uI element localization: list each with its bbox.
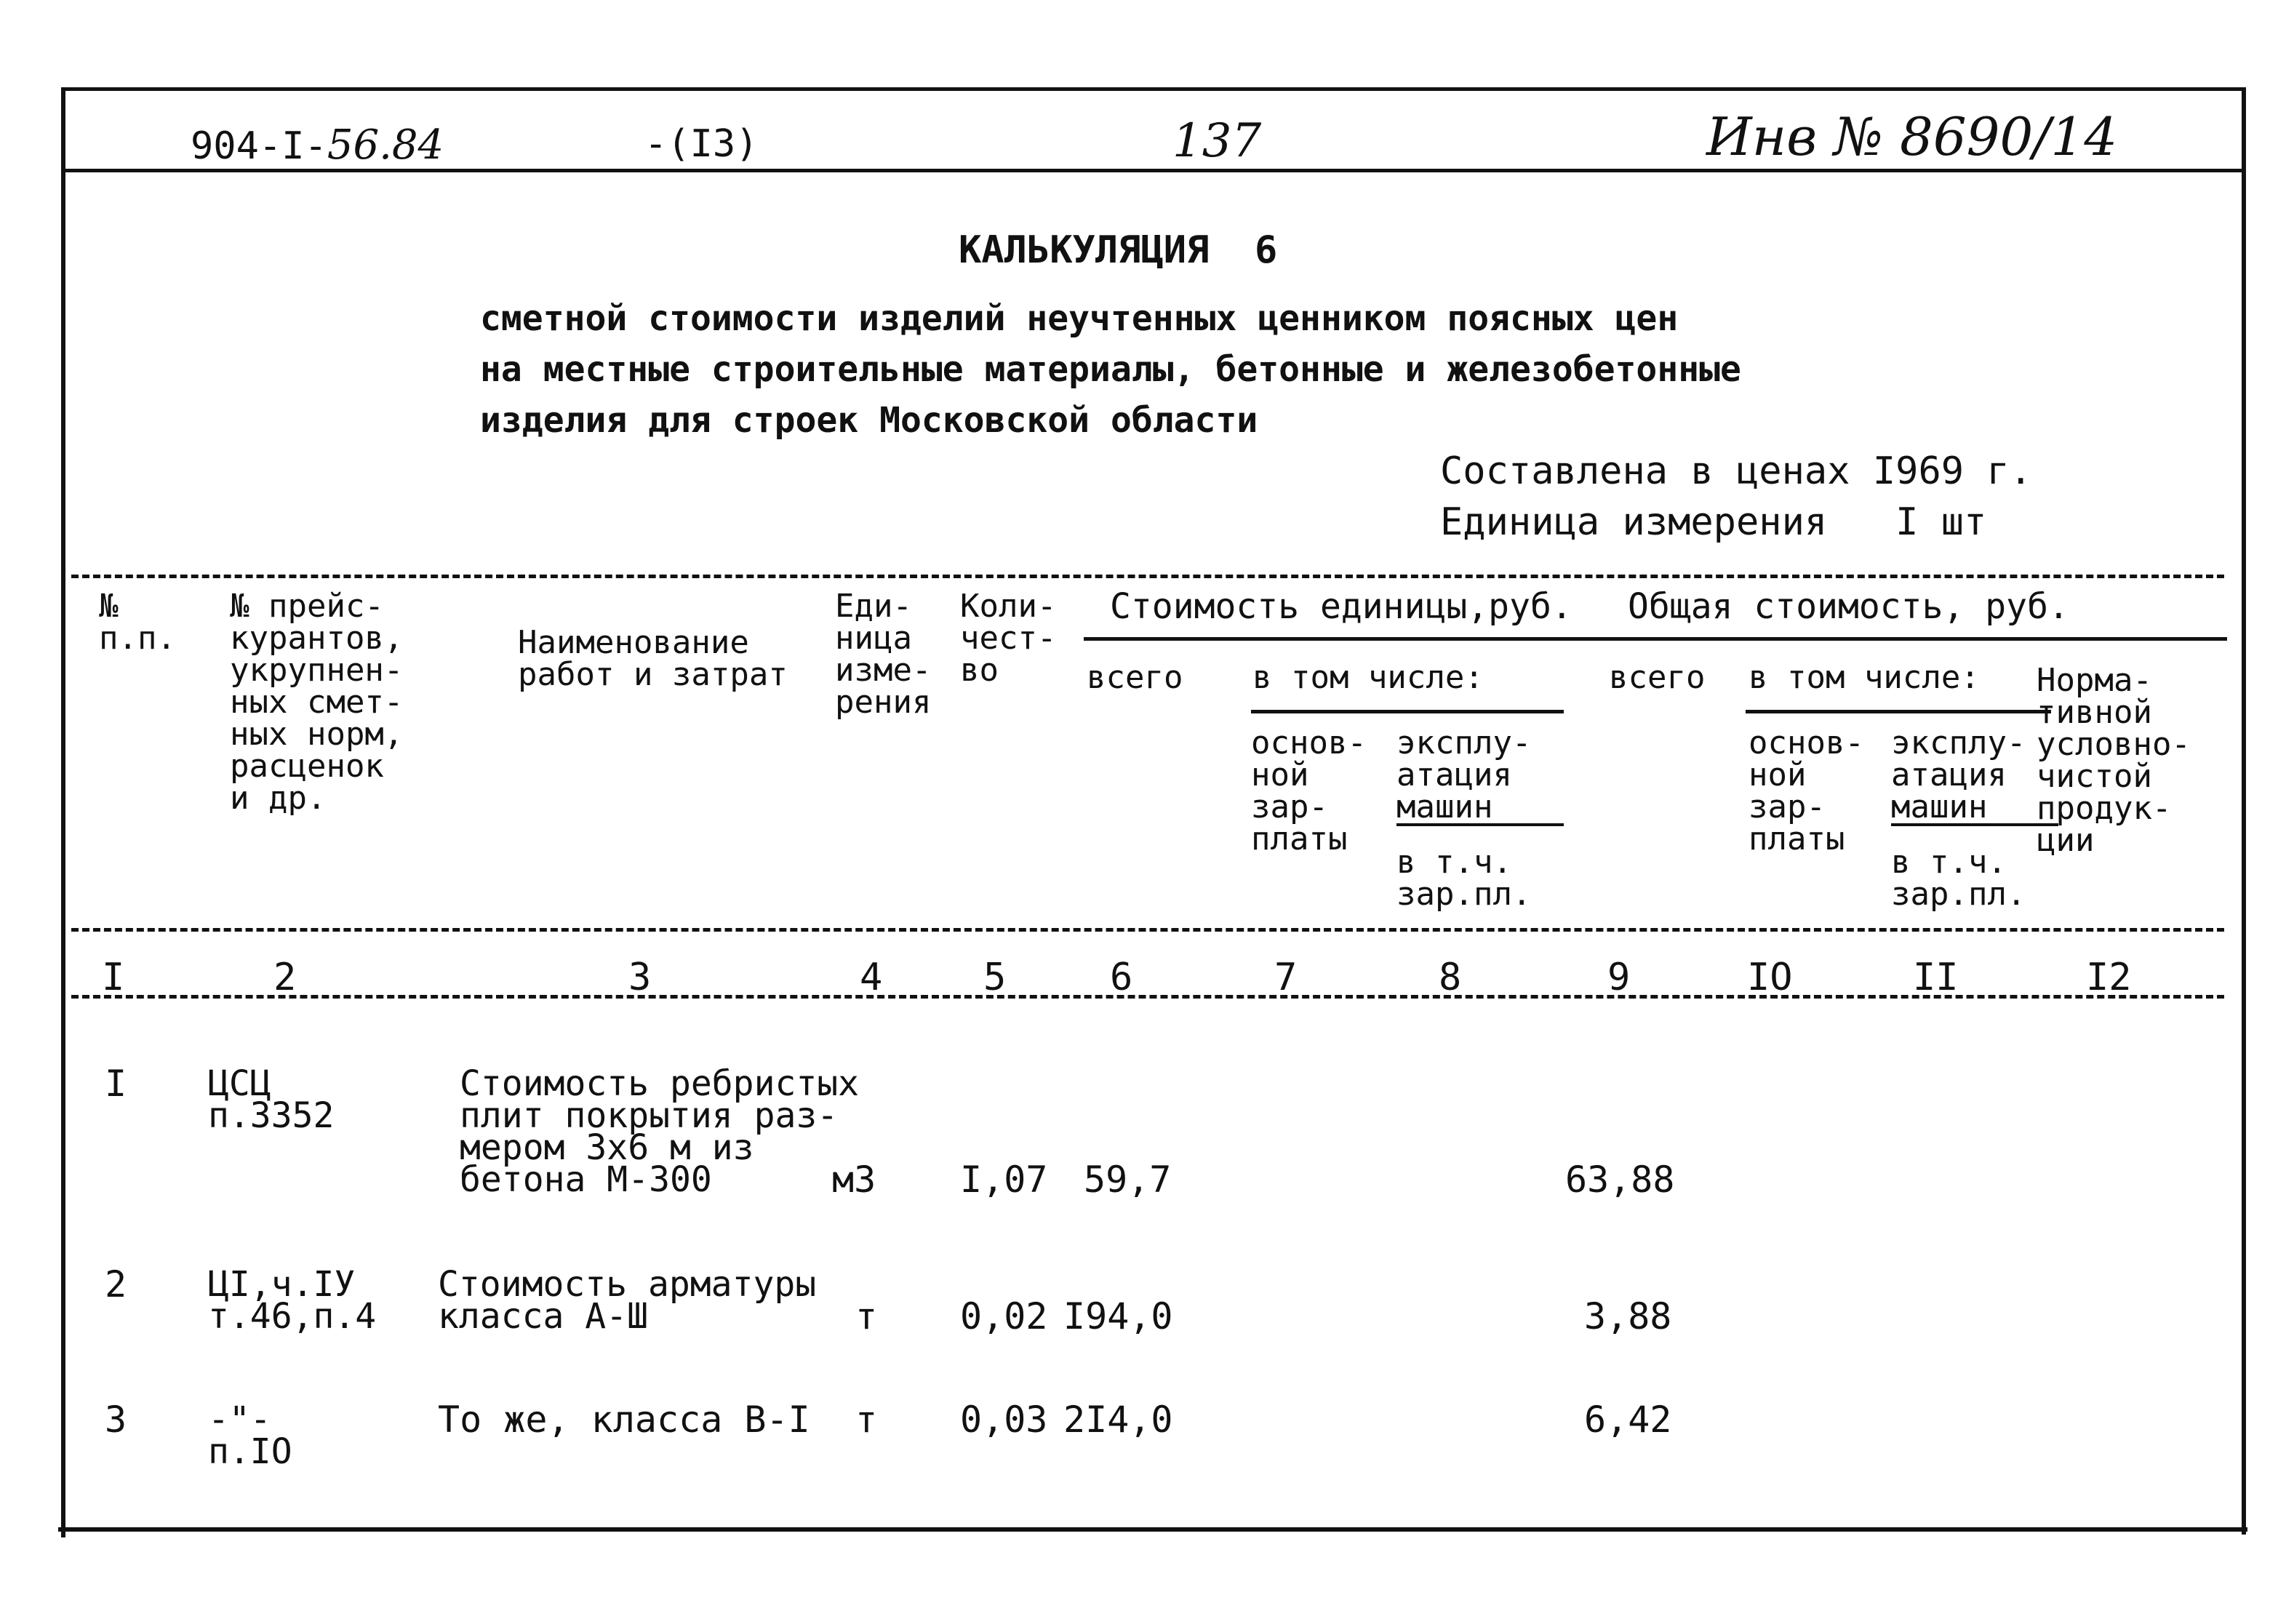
col-header-unit-wages: основ- ной зар- платы: [1251, 724, 1367, 857]
col-header-total-machines: [1891, 724, 2058, 825]
col-header-quantity: Коли- чест- во: [960, 588, 1057, 689]
header-rule: [65, 169, 2242, 172]
col-number-5: 5: [983, 956, 1007, 999]
table-top-dashed-rule: [71, 575, 2224, 578]
table-row-3-unit-price: 2I4,0: [1063, 1399, 1173, 1441]
col-header-total-cost: Общая стоимость, руб.: [1628, 586, 2069, 627]
table-row-3-qty: 0,03: [960, 1399, 1048, 1441]
table-row-3-ref: -"- п.IO: [208, 1399, 292, 1472]
subtitle-line-2: на местные строительные материалы, бетонные и железобетонные: [480, 349, 1741, 390]
table-row-1-total: 63,88: [1565, 1159, 1675, 1201]
col-header-unit: Еди- ница изме- рения: [835, 588, 932, 721]
table-header-bottom-dashed-rule: [71, 928, 2224, 932]
table-row-2-total: 3,88: [1584, 1295, 1672, 1337]
frame-top-line: [61, 87, 2246, 91]
prices-note: Составлена в ценах I969 г.: [1440, 449, 2032, 493]
table-row-2-no: 2: [105, 1263, 127, 1305]
table-row-1-no: I: [105, 1063, 127, 1105]
table-row-1-qty: I,07: [960, 1159, 1048, 1201]
table-row-1-name: Стоимость ребристых плит покрытия раз- мером 3х6 м из бетона М-300: [460, 1063, 860, 1200]
col-number-3: 3: [628, 956, 652, 999]
col-header-unit-machines-text: эксплу- атация машин: [1396, 727, 1564, 826]
table-row-1-unit: м3: [832, 1159, 876, 1201]
table-row-2-unit-price: I94,0: [1063, 1295, 1173, 1337]
column-numbers-dashed-rule: [71, 995, 2224, 999]
col-header-name: Наименование работ и затрат: [518, 624, 788, 693]
col-header-total-wages: основ- ной зар- платы: [1749, 724, 1864, 857]
col-number-9: 9: [1607, 956, 1631, 999]
subtitle-line-1: сметной стоимости изделий неучтенных ценником поясных цен: [480, 298, 1679, 339]
col-number-6: 6: [1110, 956, 1133, 999]
frame-left-line: [61, 90, 65, 1537]
col-header-net-output: Норма- тивной условно- чистой продук- ции: [2037, 662, 2191, 859]
table-row-1-ref: ЦСЦ п.3352: [208, 1063, 335, 1136]
doc-code-printed: 904-I-: [191, 124, 327, 168]
calculation-heading: КАЛЬКУЛЯЦИЯ 6: [959, 228, 1278, 272]
table-row-2-ref: ЦI,ч.IУ т.46,п.4: [208, 1264, 377, 1337]
table-row-3-total: 6,42: [1584, 1399, 1672, 1441]
col-header-price-list: № прейс- курантов, укрупнен- ных смет- ных норм, расценок и др.: [230, 588, 404, 817]
frame-right-line: [2242, 87, 2246, 1535]
inventory-number-handwritten: Инв № 8690/14: [1706, 106, 2118, 167]
col-number-7: 7: [1274, 956, 1298, 999]
table-row-2-unit: т: [855, 1295, 878, 1337]
unit-incl-rule: [1251, 710, 1564, 713]
table-row-2-qty: 0,02: [960, 1295, 1048, 1337]
doc-code: [191, 121, 444, 169]
col-header-unit-cost: Стоимость единицы,руб.: [1110, 586, 1572, 627]
col-number-12: I2: [2086, 956, 2132, 999]
col-header-unit-incl: в том числе:: [1252, 659, 1484, 696]
subtitle-line-3: изделия для строек Московской области: [480, 400, 1258, 441]
col-number-2: 2: [273, 956, 297, 999]
table-row-2-name: Стоимость арматуры класса А-Ш: [438, 1264, 817, 1337]
page-number-handwritten: 137: [1172, 114, 1262, 168]
col-header-total-all: всего: [1609, 659, 1706, 696]
col-number-11: II: [1913, 956, 1959, 999]
col-header-unit-machines-wages: в т.ч. зар.пл.: [1396, 844, 1532, 913]
col-number-1: I: [102, 956, 125, 999]
table-row-3-name: То же, класса В-I: [438, 1399, 810, 1441]
frame-bottom-line: [58, 1527, 2247, 1532]
col-number-8: 8: [1439, 956, 1462, 999]
table-row-3-unit: т: [855, 1399, 878, 1441]
col-number-4: 4: [860, 956, 883, 999]
doc-code-handwritten: 56.84: [327, 121, 444, 169]
table-row-3-no: 3: [105, 1399, 127, 1441]
col-header-no: № п.п.: [99, 588, 176, 657]
sheet-number: -(I3): [644, 122, 759, 166]
unit-note: Единица измерения I шт: [1440, 500, 1987, 544]
col-header-total-machines-text: эксплу- атация машин: [1891, 727, 2058, 826]
table-row-1-unit-price: 59,7: [1084, 1159, 1172, 1201]
col-header-unit-machines: [1396, 724, 1564, 825]
total-incl-rule: [1746, 710, 2051, 713]
col-header-total-machines-wages: в т.ч. зар.пл.: [1891, 844, 2026, 913]
col-number-10: IO: [1747, 956, 1793, 999]
cost-group-rule: [1084, 637, 2227, 641]
col-header-unit-all: всего: [1087, 659, 1183, 696]
col-header-total-incl: в том числе:: [1749, 659, 1980, 696]
